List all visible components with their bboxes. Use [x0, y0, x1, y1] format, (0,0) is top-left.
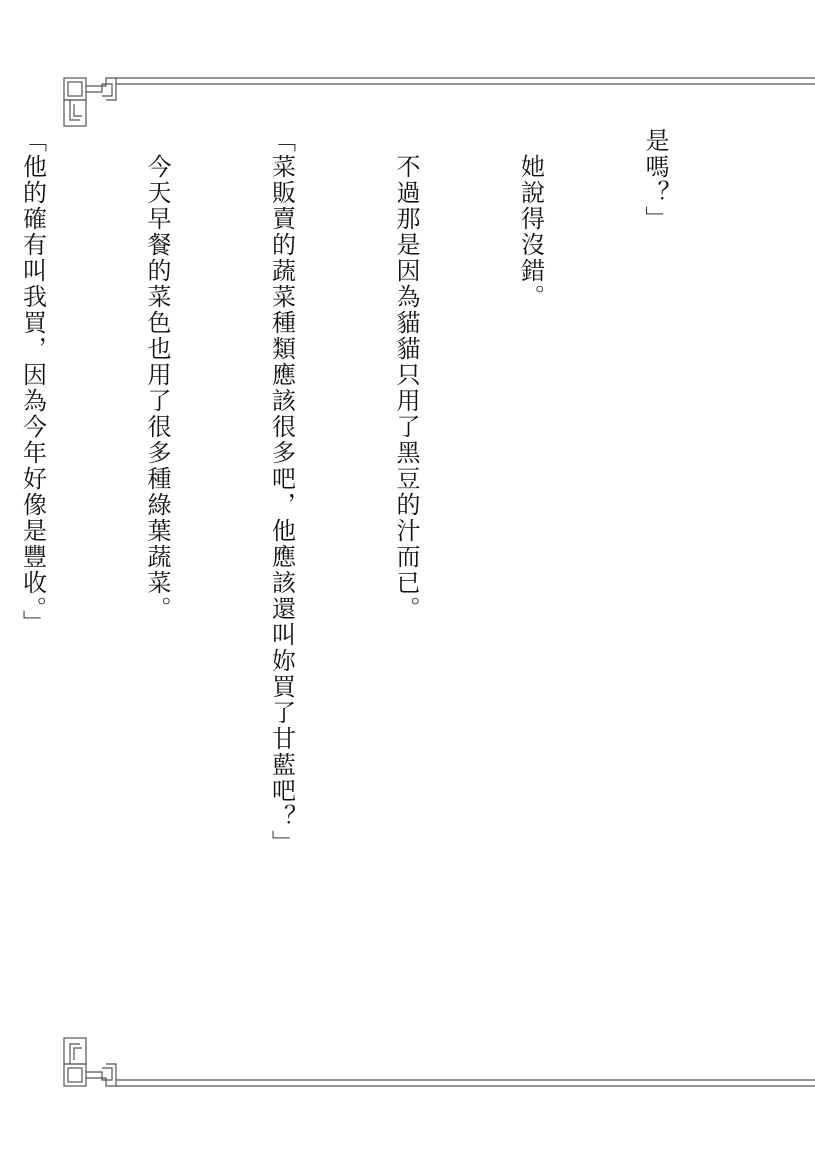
text-line: 今天早餐的菜色也用了很多種綠葉蔬菜。	[143, 128, 171, 622]
text-line: 她說得沒錯。	[516, 128, 545, 310]
top-left-ornament	[64, 78, 116, 126]
novel-page-text	[18, 128, 758, 1068]
text-line: 是嗎？」	[641, 128, 669, 232]
text-line: 不過那是因為貓貓只用了黑豆的汁而已。	[392, 128, 420, 622]
text-line: 「他的確有叫我買，因為今年好像是豐收。」	[18, 128, 47, 636]
text-line: 「菜販賣的蔬菜種類應該很多吧，他應該還叫妳買了甘藍吧？」	[267, 128, 296, 856]
